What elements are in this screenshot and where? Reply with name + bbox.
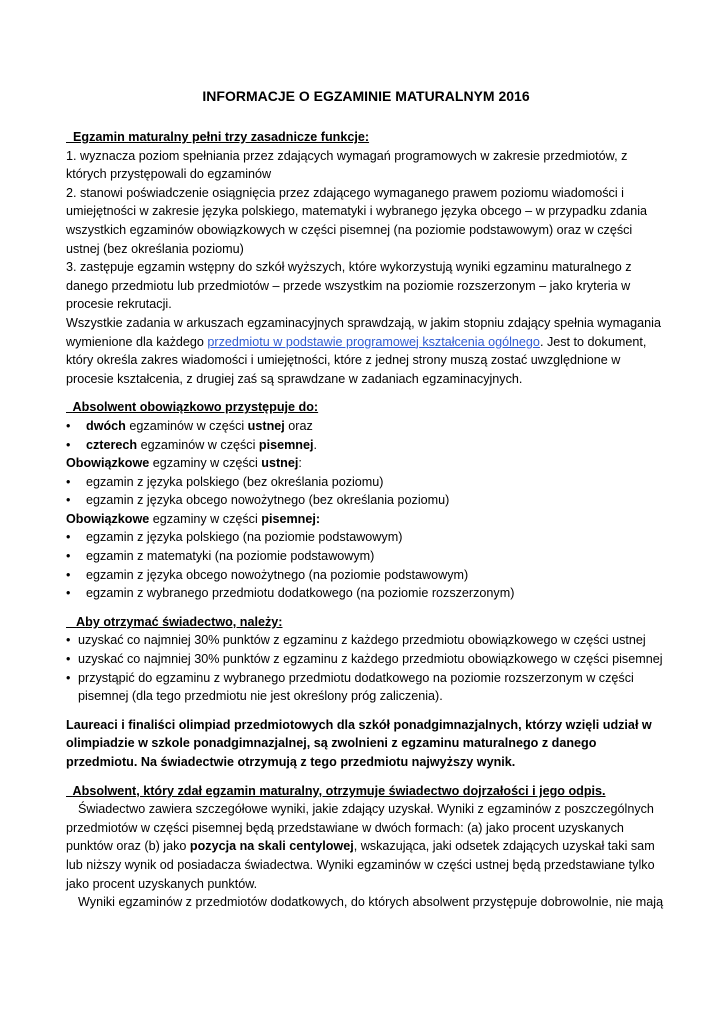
list-item: • egzamin z wybranego przedmiotu dodatkowego (na poziomie rozszerzonym) bbox=[66, 584, 666, 603]
list-item: • czterech egzaminów w części pisemnej. bbox=[66, 436, 666, 455]
list-item: • egzamin z języka polskiego (na poziomie podstawowym) bbox=[66, 528, 666, 547]
section-certificate-heading: Absolwent, który zdał egzamin maturalny, otrzymuje świadectwo dojrzałości i jego odpis. bbox=[72, 783, 606, 798]
certificate-requirements-list bbox=[66, 631, 666, 705]
written-exams-list bbox=[66, 528, 666, 602]
document-body bbox=[66, 86, 666, 912]
list-item: • dwóch egzaminów w części ustnej oraz bbox=[66, 417, 666, 436]
function-item-2: 2. stanowi poświadczenie osiągnięcia przez zdającego wymaganego prawem poziomu wiadomości i umiejętności w zakresie języka polskiego, matematyki i wybranego języka obcego – w przypadku zdania wszystkich egzaminów obowiązkowych w części pisemnej (na poziomie podstawowym) oraz w części ustnej (bez określania poziomu) bbox=[66, 185, 647, 256]
requirements-paragraph: Wszystkie zadania w arkuszach egzaminacyjnych sprawdzają, w jakim stopniu zdający spełnia wymagania wymienione dla każdego przedmiotu w podstawie programowej kształcenia ogólnego. Jest to dokument, który określa zakres wiadomości i umiejętności, które z jednej strony muszą zostać uwzględnione w procesie kształcenia, z drugiej zaś są sprawdzane w zadaniach egzaminacyjnych. bbox=[66, 315, 661, 386]
list-item: • przystąpić do egzaminu z wybranego przedmiotu dodatkowego na poziomie rozszerzonym w części pisemnej (dla tego przedmiotu nie jest określony próg zaliczenia). bbox=[66, 669, 666, 706]
list-item: • egzamin z matematyki (na poziomie podstawowym) bbox=[66, 547, 666, 566]
function-item-3: 3. zastępuje egzamin wstępny do szkół wyższych, które wykorzystują wyniki egzaminu maturalnego z danego przedmiotu lub przedmiotów – przede wszystkim na poziomie rozszerzonym – jako kryteria w procesie rekrutacji. bbox=[66, 260, 632, 312]
list-item: • egzamin z języka obcego nowożytnego (bez określania poziomu) bbox=[66, 491, 666, 510]
certificate-paragraph: Świadectwo zawiera szczegółowe wyniki, jakie zdający uzyskał. Wyniki z egzaminów z poszczególnych przedmiotów w części pisemnej będą przedstawiane w dwóch formach: (a) jako procent uzyskanych punktów oraz (b) jako pozycja na skali centylowej, wskazująca, jaki odsetek zdających uzyskał taki sam lub niższy wynik od posiadacza świadectwa. Wyniki egzaminów w części ustnej będą przedstawiane tylko jako procent uzyskanych punktów. bbox=[66, 802, 655, 891]
laureates-paragraph: Laureaci i finaliści olimpiad przedmiotowych dla szkół ponadgimnazjalnych, którzy wzięli udział w olimpiadzie w szkole ponadgimnazjalnej, są zwolnieni z egzaminu maturalnego z danego przedmiotu. Na świadectwie otrzymują z tego przedmiotu najwyższy wynik. bbox=[66, 717, 652, 769]
list-item: • uzyskać co najmniej 30% punktów z egzaminu z każdego przedmiotu obowiązkowego w części pisemnej bbox=[66, 650, 666, 669]
curriculum-link[interactable]: przedmiotu w podstawie programowej kształcenia ogólnego bbox=[207, 334, 540, 349]
function-item-1: 1. wyznacza poziom spełniania przez zdających wymagań programowych w zakresie przedmiotów, z których przystępowali do egzaminów bbox=[66, 148, 628, 182]
section-mandatory-heading: Absolwent obowiązkowo przystępuje do: bbox=[72, 400, 319, 415]
section-functions-heading: Egzamin maturalny pełni trzy zasadnicze funkcje: bbox=[73, 130, 370, 144]
oral-exams-list bbox=[66, 473, 666, 510]
page-title: INFORMACJE O EGZAMINIE MATURALNYM 2016 bbox=[202, 88, 530, 104]
written-exams-heading: Obowiązkowe egzaminy w części pisemnej: bbox=[66, 511, 321, 526]
list-item: • egzamin z języka polskiego (bez określania poziomu) bbox=[66, 473, 666, 492]
section-certificate-requirements-heading: Aby otrzymać świadectwo, należy: bbox=[76, 614, 283, 629]
list-item: • egzamin z języka obcego nowożytnego (na poziomie podstawowym) bbox=[66, 566, 666, 585]
list-item: • uzyskać co najmniej 30% punktów z egzaminu z każdego przedmiotu obowiązkowego w części ustnej bbox=[66, 631, 666, 650]
additional-subjects-paragraph: Wyniki egzaminów z przedmiotów dodatkowych, do których absolwent przystępuje dobrowolnie, nie mają bbox=[78, 895, 664, 910]
mandatory-list bbox=[66, 417, 666, 454]
oral-exams-heading: Obowiązkowe egzaminy w części ustnej: bbox=[66, 456, 302, 471]
